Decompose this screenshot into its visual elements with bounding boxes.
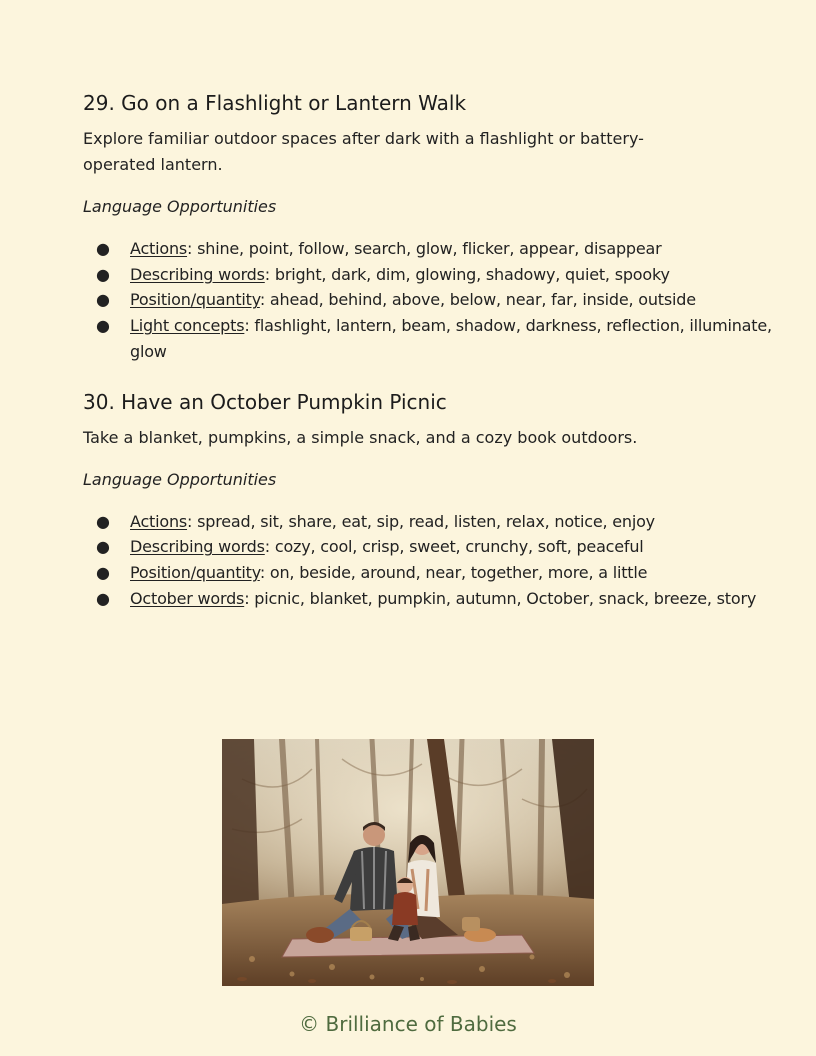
list-item-term: Actions <box>130 511 188 531</box>
language-opportunities-heading: Language Opportunities <box>83 197 277 216</box>
bullet-icon: ● <box>96 588 110 608</box>
copyright-footer: © Brilliance of Babies <box>299 1012 517 1036</box>
list-item-term: Describing words <box>130 264 265 284</box>
list-item-term: Position/quantity <box>130 562 260 582</box>
list-item <box>83 534 773 560</box>
list-item-term: Light concepts <box>130 316 245 336</box>
activity-description: Explore familiar outdoor spaces after dark with a flashlight or battery-operated lantern. <box>83 129 644 174</box>
bullet-icon: ● <box>96 562 110 582</box>
list-item-text: : spread, sit, share, eat, sip, read, listen, relax, notice, enjoy <box>187 511 655 531</box>
bullet-icon: ● <box>96 264 110 284</box>
list-item <box>83 586 773 612</box>
list-item <box>83 560 773 586</box>
list-item-text: : ahead, behind, above, below, near, far, inside, outside <box>259 290 696 310</box>
list-item-text: : picnic, blanket, pumpkin, autumn, October, snack, breeze, story <box>244 588 757 608</box>
language-list <box>83 509 773 612</box>
list-item-term: Actions <box>130 239 188 258</box>
list-item <box>83 509 773 535</box>
document-body <box>83 88 773 611</box>
activity-title: 29. Go on a Flashlight or Lantern Walk <box>83 91 467 115</box>
language-list <box>83 236 773 365</box>
bullet-icon: ● <box>96 290 110 310</box>
bullet-icon: ● <box>96 239 110 258</box>
list-item-text: : flashlight, lantern, beam, shadow, darkness, reflection, illuminate, glow <box>130 316 772 361</box>
list-item-term: Describing words <box>130 537 265 557</box>
bullet-icon: ● <box>96 511 110 531</box>
bullet-icon: ● <box>96 316 110 336</box>
list-item-text: : shine, point, follow, search, glow, flicker, appear, disappear <box>187 239 662 258</box>
family-picnic-photo <box>222 739 594 986</box>
activity-title: 30. Have an October Pumpkin Picnic <box>83 389 447 414</box>
list-item-term: October words <box>130 588 245 608</box>
language-opportunities-heading: Language Opportunities <box>83 469 277 489</box>
activity-description: Take a blanket, pumpkins, a simple snack, and a cozy book outdoors. <box>83 427 638 447</box>
list-item <box>83 313 773 364</box>
list-item <box>83 262 773 288</box>
list-item-text: : cozy, cool, crisp, sweet, crunchy, soft, peaceful <box>264 537 644 557</box>
bullet-icon: ● <box>96 537 110 557</box>
list-item <box>83 287 773 313</box>
list-item <box>83 236 773 262</box>
list-item-term: Position/quantity <box>130 290 260 310</box>
list-item-text: : on, beside, around, near, together, more, a little <box>259 562 648 582</box>
list-item-text: : bright, dark, dim, glowing, shadowy, quiet, spooky <box>264 264 670 284</box>
